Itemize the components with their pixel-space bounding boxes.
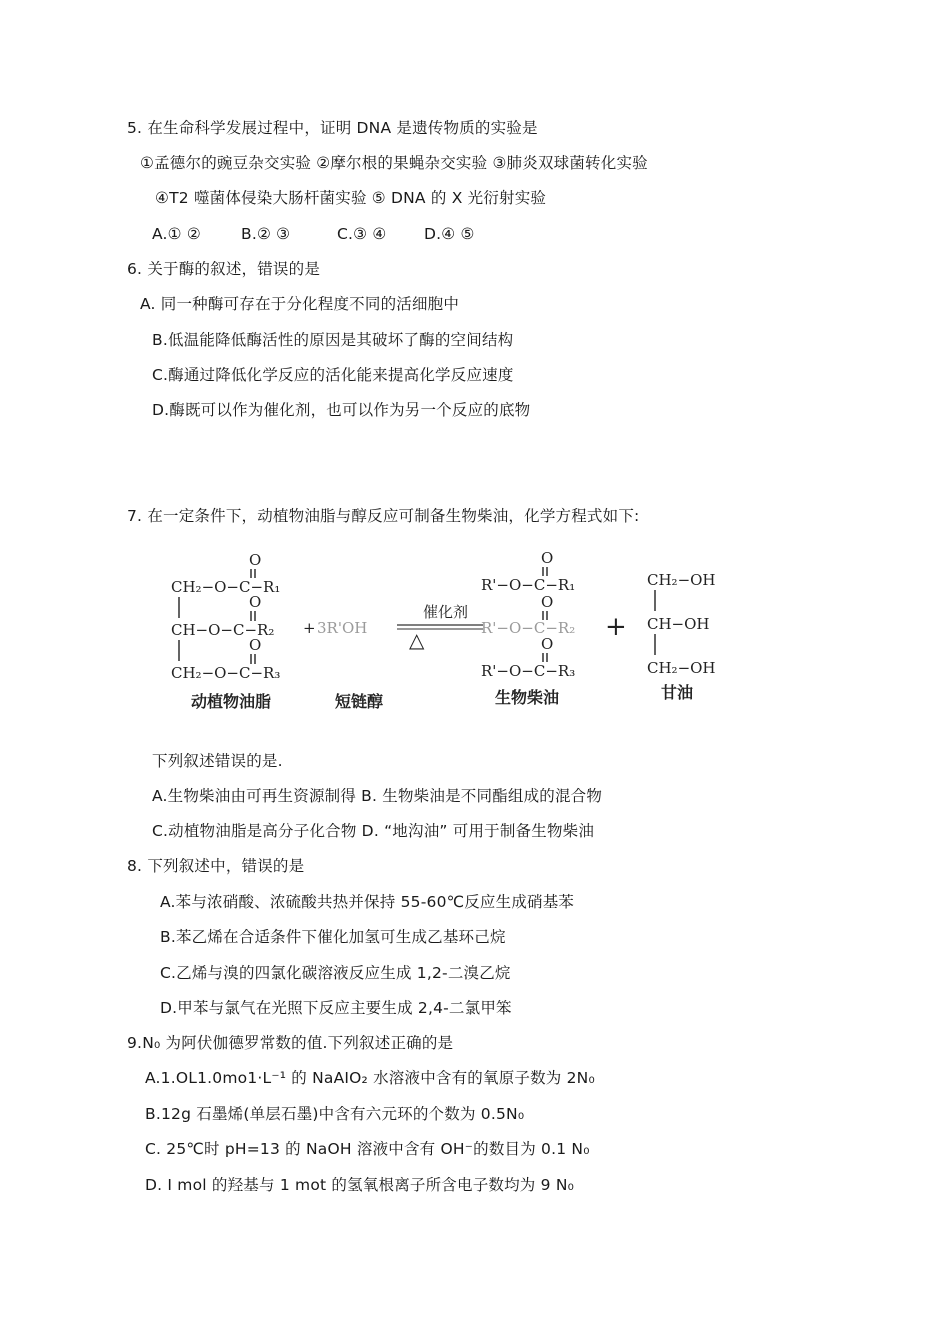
q5-items-line1: ①孟德尔的豌豆杂交实验 ②摩尔根的果蝇杂交实验 ③肺炎双球菌转化实验 (140, 154, 648, 172)
label-alcohol: 短链醇 (335, 692, 384, 711)
diesel-row-3: R'−O−C−R₃ (481, 662, 576, 680)
reaction-conditions (303, 603, 483, 711)
q5-stem: 5. 在生命科学发展过程中，证明 DNA 是遗传物质的实验是 (127, 119, 538, 137)
q5-option-c: C.③ ④ (337, 225, 387, 243)
q6-option-b: B.低温能降低酶活性的原因是其破坏了酶的空间结构 (152, 331, 514, 349)
q5-items-line2: ④T2 噬菌体侵染大肠杆菌实验 ⑤ DNA 的 X 光衍射实验 (155, 189, 547, 207)
q7-follow: 下列叙述错误的是. (152, 752, 283, 770)
fat-row-1: CH₂−O−C−R₁ (171, 578, 281, 596)
q7-options-line2: C.动植物油脂是高分子化合物 D. “地沟油” 可用于制备生物柴油 (152, 822, 595, 840)
biodiesel-structure (481, 549, 575, 707)
label-biodiesel: 生物柴油 (495, 688, 560, 707)
diesel-row-1: R'−O−C−R₁ (481, 576, 576, 594)
reaction-plus-1: + (303, 619, 316, 637)
q9-option-a: A.1.OL1.0mo1·L⁻¹ 的 NaAIO₂ 水溶液中含有的氧原子数为 2N₀ (145, 1069, 595, 1087)
glycerol-row-2: CH−OH (647, 615, 710, 633)
q8-option-d: D.甲苯与氯气在光照下反应主要生成 2,4-二氯甲笨 (160, 999, 512, 1017)
q6-option-a: A. 同一种酶可存在于分化程度不同的活细胞中 (140, 295, 460, 313)
q9-option-d: D. I mol 的羟基与 1 mot 的氢氧根离子所含电子数均为 9 N₀ (145, 1176, 575, 1194)
transesterification-figure (165, 545, 730, 715)
fat-carbonyl-o-2: O (249, 593, 262, 611)
label-fat: 动植物油脂 (191, 692, 272, 711)
triglyceride-structure (171, 551, 280, 711)
fat-carbonyl-o-1: O (249, 551, 262, 569)
q9-stem: 9.N₀ 为阿伏伽德罗常数的值.下列叙述正确的是 (127, 1034, 454, 1052)
q7-options-line1: A.生物柴油由可再生资源制得 B. 生物柴油是不同酯组成的混合物 (152, 787, 603, 805)
glycerol-row-1: CH₂−OH (647, 571, 716, 589)
glycerol-row-3: CH₂−OH (647, 659, 716, 677)
q6-option-d: D.酶既可以作为催化剂，也可以作为另一个反应的底物 (152, 401, 531, 419)
q8-stem: 8. 下列叙述中，错误的是 (127, 857, 305, 875)
fat-row-3: CH₂−O−C−R₃ (171, 664, 281, 682)
diesel-carbonyl-o-3: O (541, 635, 554, 653)
q5-option-d: D.④ ⑤ (424, 225, 475, 243)
reagent-alcohol: 3R'OH (317, 619, 368, 637)
heat-symbol: △ (409, 628, 425, 652)
glycerol-structure (647, 571, 716, 702)
fat-carbonyl-o-3: O (249, 636, 262, 654)
q5-option-a: A.① ② (152, 225, 201, 243)
diesel-carbonyl-o-1: O (541, 549, 554, 567)
q8-option-b: B.苯乙烯在合适条件下催化加氢可生成乙基环己烷 (160, 928, 506, 946)
q9-option-c: C. 25℃时 pH=13 的 NaOH 溶液中含有 OH⁻的数目为 0.1 N₀ (145, 1140, 590, 1158)
diesel-carbonyl-o-2: O (541, 593, 554, 611)
q6-option-c: C.酶通过降低化学反应的活化能来提高化学反应速度 (152, 366, 514, 384)
q8-option-c: C.乙烯与溴的四氯化碳溶液反应生成 1,2-二溴乙烷 (160, 964, 511, 982)
diesel-row-2: R'−O−C−R₂ (481, 619, 576, 637)
label-glycerol: 甘油 (661, 683, 694, 702)
q5-option-b: B.② ③ (241, 225, 291, 243)
catalyst-label: 催化剂 (423, 603, 469, 621)
q9-option-b: B.12g 石墨烯(单层石墨)中含有六元环的个数为 0.5N₀ (145, 1105, 525, 1123)
q7-stem: 7. 在一定条件下，动植物油脂与醇反应可制备生物柴油，化学方程式如下: (127, 507, 640, 525)
fat-row-2: CH−O−C−R₂ (171, 621, 275, 639)
reaction-plus-2: + (605, 612, 627, 642)
q8-option-a: A.苯与浓硝酸、浓硫酸共热并保持 55-60℃反应生成硝基苯 (160, 893, 575, 911)
q6-stem: 6. 关于酶的叙述，错误的是 (127, 260, 321, 278)
